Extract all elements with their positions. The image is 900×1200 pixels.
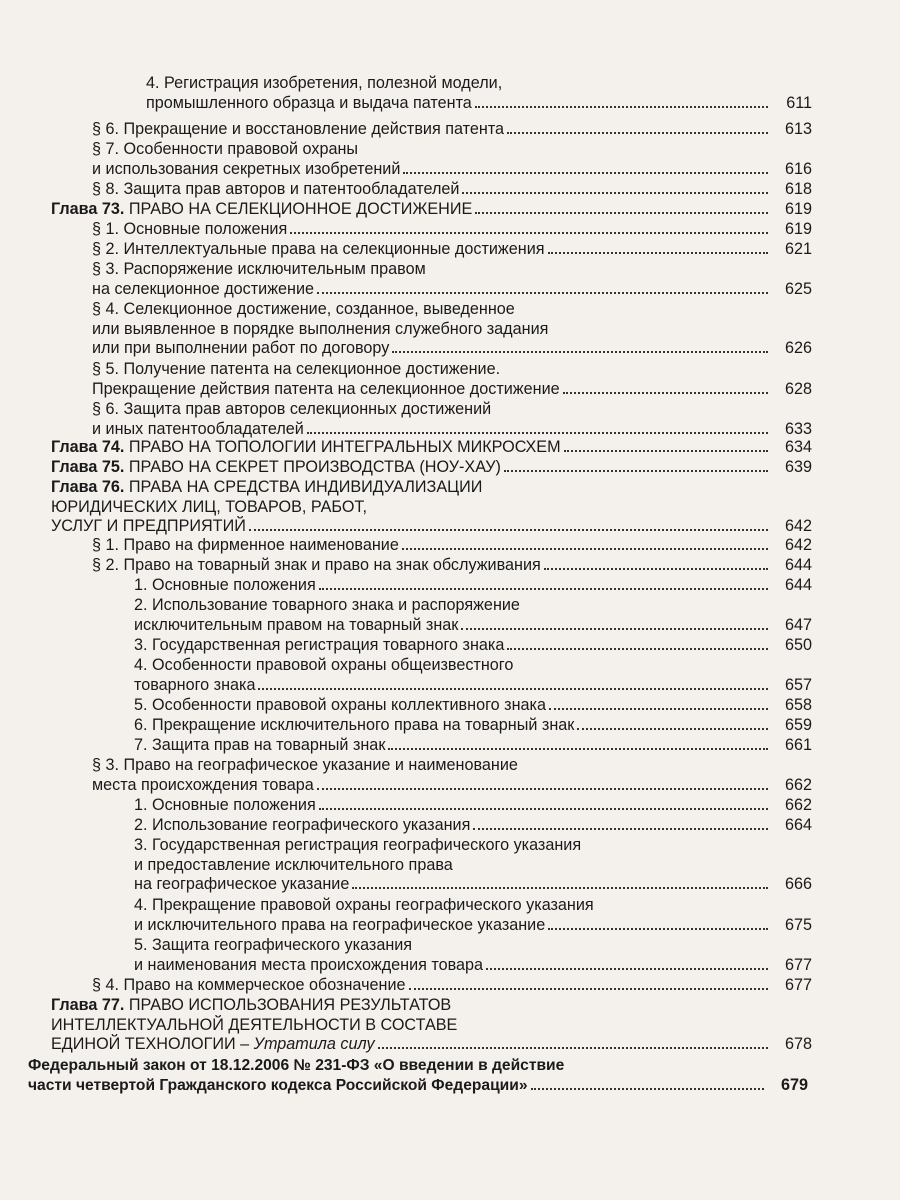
toc-line	[134, 596, 812, 616]
toc-line	[134, 636, 812, 656]
toc-text: § 8. Защита прав авторов и патентообладателей	[92, 180, 460, 198]
toc-line	[92, 339, 812, 359]
dot-leader	[549, 708, 768, 710]
toc-line	[51, 438, 812, 458]
toc-text: 5. Особенности правовой охраны коллективного знака	[134, 696, 546, 714]
dot-leader	[486, 968, 768, 970]
toc-text: § 5. Получение патента на селекционное достижение.	[92, 360, 501, 378]
toc-line	[92, 160, 812, 180]
toc-line	[51, 498, 812, 518]
toc-line	[134, 916, 812, 936]
toc-entry	[92, 240, 812, 260]
page-number: 619	[784, 220, 812, 238]
toc-entry	[92, 756, 812, 795]
toc-entry	[134, 656, 812, 695]
toc-text: и иных патентообладателей	[92, 419, 304, 438]
dot-leader	[290, 232, 768, 234]
toc-entry	[51, 996, 812, 1055]
chapter-label: Глава 75.	[51, 458, 125, 476]
toc-line	[134, 736, 812, 756]
toc-text: ПРАВО НА СЕКРЕТ ПРОИЗВОДСТВА (НОУ-ХАУ)	[124, 458, 501, 476]
page-number: 661	[784, 736, 812, 754]
dot-leader	[563, 392, 768, 394]
dot-leader	[504, 470, 768, 472]
toc-line	[134, 836, 812, 856]
dot-leader	[475, 106, 768, 108]
page-number: 639	[784, 458, 812, 476]
toc-text: Прекращение действия патента на селекционное достижение	[92, 379, 560, 398]
toc-line	[92, 320, 812, 340]
toc-entry	[134, 736, 812, 756]
toc-line	[92, 536, 812, 556]
toc-text: 5. Защита географического указания	[134, 936, 413, 954]
toc-text: § 7. Особенности правовой охраны	[92, 140, 359, 158]
toc-text: на селекционное достижение	[92, 279, 315, 298]
dot-leader	[461, 628, 768, 630]
toc-text: исключительным правом на товарный знак	[134, 615, 459, 634]
toc-text: § 4. Селекционное достижение, созданное, выведенное	[92, 300, 515, 318]
chapter-label: Глава 74.	[51, 438, 125, 456]
toc-text: или выявленное в порядке выполнения служебного задания	[92, 319, 549, 338]
page-number: 634	[784, 438, 812, 456]
toc-text: части четвертой Гражданского кодекса Российской Федерации»	[28, 1076, 528, 1094]
toc-line	[134, 796, 812, 816]
dot-leader	[352, 887, 768, 889]
toc-line	[134, 656, 812, 676]
toc-entry	[134, 896, 812, 935]
toc-line	[51, 996, 812, 1016]
toc-text: места происхождения товара	[92, 775, 314, 794]
toc-line	[134, 576, 812, 596]
toc-line	[92, 556, 812, 576]
toc-text: 4. Регистрация изобретения, полезной модели,	[146, 74, 503, 92]
dot-leader	[531, 1088, 765, 1090]
toc-entry	[51, 200, 812, 220]
toc-line	[92, 300, 812, 320]
dot-leader	[319, 588, 768, 590]
toc-line	[92, 260, 812, 280]
dot-leader	[548, 928, 768, 930]
toc-text: на географическое указание	[134, 875, 350, 894]
toc-text: и предоставление исключительного права	[134, 855, 453, 874]
page-number: 628	[784, 379, 812, 398]
toc-line	[134, 956, 812, 976]
toc-line	[134, 696, 812, 716]
page-number: 664	[784, 816, 812, 834]
toc-line	[134, 616, 812, 636]
page-number: 650	[784, 636, 812, 654]
toc-text: 4. Особенности правовой охраны общеизвестного	[134, 656, 514, 674]
toc-entry	[51, 478, 812, 537]
page-number: 616	[784, 159, 812, 178]
repealed-note: Утратила силу	[253, 1035, 375, 1054]
page-number: 611	[786, 93, 812, 112]
toc-text: ПРАВО НА ТОПОЛОГИИ ИНТЕГРАЛЬНЫХ МИКРОСХЕМ	[124, 438, 561, 456]
toc-entry	[134, 596, 812, 635]
dot-leader	[392, 351, 768, 353]
dot-leader	[577, 728, 768, 730]
toc-text: ЕДИНОЙ ТЕХНОЛОГИИ –	[51, 1035, 254, 1054]
toc-line	[92, 280, 812, 300]
toc-entry	[146, 74, 812, 113]
toc-text: 2. Использование географического указания	[134, 816, 471, 834]
toc-text: ПРАВО ИСПОЛЬЗОВАНИЯ РЕЗУЛЬТАТОВ	[124, 996, 452, 1014]
toc-line	[134, 816, 812, 836]
toc-entry	[134, 696, 812, 716]
toc-entry	[92, 180, 812, 200]
toc-line	[92, 240, 812, 260]
dot-leader	[462, 192, 768, 194]
toc-text: § 3. Право на географическое указание и наименование	[92, 756, 518, 774]
toc-line	[134, 936, 812, 956]
toc-text: 3. Государственная регистрация географического указания	[134, 836, 582, 854]
toc-line	[92, 180, 812, 200]
dot-leader	[319, 808, 768, 810]
page-number: 619	[784, 200, 812, 218]
toc-text: 1. Основные положения	[134, 796, 316, 814]
page-number: 647	[784, 615, 812, 634]
page-number: 675	[784, 915, 812, 934]
toc-text: 7. Защита прав на товарный знак	[134, 736, 386, 754]
toc-line	[92, 380, 812, 400]
toc-text: § 6. Защита прав авторов селекционных достижений	[92, 400, 492, 418]
toc-line	[28, 1076, 808, 1096]
toc-line	[51, 517, 812, 537]
toc-text: промышленного образца и выдача патента	[146, 93, 472, 112]
page-number: 677	[784, 955, 812, 974]
page-number: 662	[784, 775, 812, 794]
toc-line	[146, 74, 812, 94]
toc-line	[146, 94, 812, 114]
page-number: 659	[784, 716, 812, 734]
toc-entry	[92, 360, 812, 399]
toc-line	[28, 1056, 808, 1076]
chapter-label: Глава 76.	[51, 478, 125, 496]
page-number: 657	[784, 675, 812, 694]
toc-line	[92, 400, 812, 420]
chapter-label: Глава 77.	[51, 996, 125, 1014]
dot-leader	[544, 568, 768, 570]
dot-leader	[475, 212, 768, 214]
toc-text: и наименования места происхождения товара	[134, 955, 484, 974]
toc-text: товарного знака	[134, 675, 256, 694]
toc-line	[134, 875, 812, 895]
dot-leader	[403, 172, 768, 174]
toc-entry	[92, 220, 812, 240]
toc-entry	[134, 836, 812, 895]
page-number: 644	[784, 556, 812, 574]
toc-entry	[51, 438, 812, 458]
dot-leader	[258, 688, 768, 690]
toc-entry	[92, 300, 812, 359]
toc-line	[92, 756, 812, 776]
toc-text: 1. Основные положения	[134, 576, 316, 594]
dot-leader	[378, 1047, 768, 1049]
toc-entry	[134, 636, 812, 656]
toc-text: и исключительного права на географическое указание	[134, 915, 546, 934]
dot-leader	[307, 432, 768, 434]
toc-text: § 4. Право на коммерческое обозначение	[92, 976, 406, 994]
page-number: 613	[784, 120, 812, 138]
toc-line	[51, 478, 812, 498]
toc-text: 3. Государственная регистрация товарного знака	[134, 636, 505, 654]
page-number: 677	[784, 976, 812, 994]
toc-entry	[92, 120, 812, 140]
page-number: 666	[784, 875, 812, 894]
toc-line	[92, 220, 812, 240]
page-number: 679	[780, 1075, 808, 1094]
toc-line	[134, 856, 812, 876]
page-number: 626	[784, 339, 812, 358]
toc-text: § 1. Право на фирменное наименование	[92, 536, 399, 554]
toc-text: § 2. Право на товарный знак и право на знак обслуживания	[92, 556, 541, 574]
toc-entry	[134, 936, 812, 975]
toc-text: или при выполнении работ по договору	[92, 339, 390, 358]
toc-line	[92, 360, 812, 380]
toc-line	[92, 420, 812, 440]
page-number: 642	[784, 536, 812, 554]
toc-text: 6. Прекращение исключительного права на товарный знак	[134, 716, 575, 734]
toc-entry	[134, 716, 812, 736]
toc-text: ПРАВА НА СРЕДСТВА ИНДИВИДУАЛИЗАЦИИ	[124, 478, 483, 496]
toc-entry	[28, 1056, 808, 1095]
toc-text: § 1. Основные положения	[92, 220, 288, 238]
toc-entry	[92, 556, 812, 576]
toc-line	[134, 896, 812, 916]
page-number: 644	[784, 576, 812, 594]
toc-text: ПРАВО НА СЕЛЕКЦИОННОЕ ДОСТИЖЕНИЕ	[124, 200, 473, 218]
page-number: 642	[784, 517, 812, 536]
toc-entry	[51, 458, 812, 478]
dot-leader	[402, 548, 768, 550]
dot-leader	[249, 529, 768, 531]
toc-entry	[92, 400, 812, 439]
toc-text: 4. Прекращение правовой охраны географического указания	[134, 896, 594, 914]
page-number: 633	[784, 419, 812, 438]
toc-line	[92, 976, 812, 996]
page-number: 658	[784, 696, 812, 714]
toc-line	[51, 1035, 812, 1055]
toc-entry	[134, 576, 812, 596]
page-number: 662	[784, 796, 812, 814]
toc-text: ЮРИДИЧЕСКИХ ЛИЦ, ТОВАРОВ, РАБОТ,	[51, 497, 368, 516]
toc-line	[92, 776, 812, 796]
dot-leader	[564, 450, 768, 452]
toc-entry	[92, 140, 812, 179]
toc-line	[51, 1016, 812, 1036]
toc-text: ИНТЕЛЛЕКТУАЛЬНОЙ ДЕЯТЕЛЬНОСТИ В СОСТАВЕ	[51, 1015, 458, 1034]
toc-text: § 2. Интеллектуальные права на селекционные достижения	[92, 240, 545, 258]
page-number: 625	[784, 279, 812, 298]
toc-entry	[134, 816, 812, 836]
toc-entry	[134, 796, 812, 816]
toc-line	[92, 120, 812, 140]
toc-text: 2. Использование товарного знака и распоряжение	[134, 596, 520, 614]
toc-entry	[92, 976, 812, 996]
toc-line	[51, 458, 812, 478]
toc-text: УСЛУГ И ПРЕДПРИЯТИЙ	[51, 517, 246, 536]
dot-leader	[473, 828, 768, 830]
dot-leader	[388, 748, 768, 750]
dot-leader	[507, 648, 768, 650]
dot-leader	[317, 788, 768, 790]
toc-entry	[92, 536, 812, 556]
toc-text: § 6. Прекращение и восстановление действия патента	[92, 120, 505, 138]
page-number: 621	[784, 240, 812, 258]
toc-text: § 3. Распоряжение исключительным правом	[92, 260, 426, 278]
page-number: 678	[784, 1035, 812, 1054]
toc-line	[134, 716, 812, 736]
toc-text: Федеральный закон от 18.12.2006 № 231-ФЗ «О введении в действие	[28, 1057, 565, 1074]
dot-leader	[317, 292, 768, 294]
dot-leader	[548, 252, 768, 254]
toc-text: и использования секретных изобретений	[92, 159, 401, 178]
chapter-label: Глава 73.	[51, 200, 125, 218]
toc-entry	[92, 260, 812, 299]
toc-line	[92, 140, 812, 160]
dot-leader	[507, 132, 768, 134]
page-number: 618	[784, 180, 812, 198]
toc-line	[51, 200, 812, 220]
dot-leader	[409, 988, 769, 990]
toc-line	[134, 676, 812, 696]
